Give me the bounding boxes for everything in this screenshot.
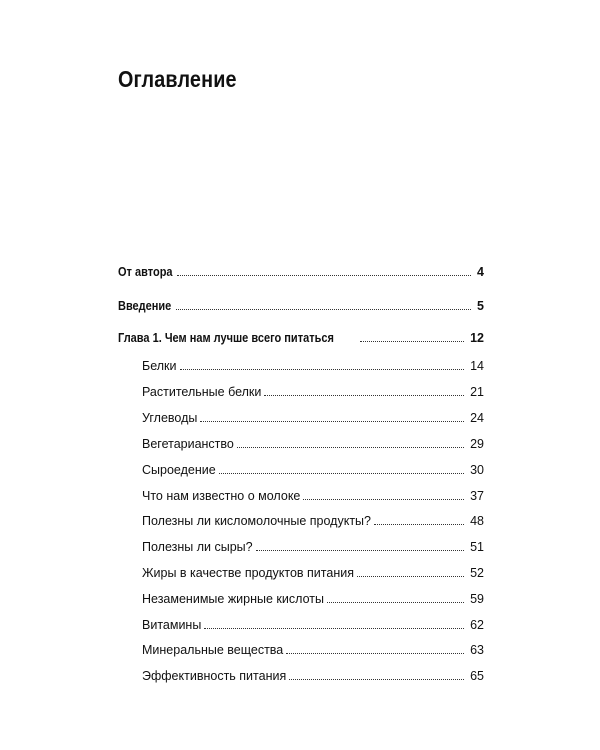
dot-leader [264, 394, 464, 396]
dot-leader [204, 627, 464, 629]
toc-entry [142, 513, 484, 529]
toc-entry-page: 4 [477, 265, 484, 279]
toc-entry [142, 565, 484, 581]
toc-entry [142, 462, 484, 478]
toc-entry-page: 21 [470, 385, 484, 399]
dot-leader [256, 549, 464, 551]
toc-entry-page: 52 [470, 566, 484, 580]
toc-entry-label: Витамины [142, 618, 202, 632]
toc-entry [142, 668, 484, 684]
toc-entry-label: Вегетарианство [142, 437, 234, 451]
toc-entry-label: Эффективность питания [142, 669, 287, 683]
toc-entry-label: Глава 1. Чем нам лучше всего питаться [118, 331, 334, 345]
toc-entry [118, 264, 484, 280]
toc-entry [142, 384, 484, 400]
toc-entry [142, 410, 484, 426]
toc-entry [118, 330, 484, 346]
toc-entry-page: 51 [470, 540, 484, 554]
toc-entry-label: От автора [118, 265, 173, 279]
toc-entry-page: 12 [470, 331, 484, 345]
toc-entry [142, 358, 484, 374]
toc-entry-label: Растительные белки [142, 385, 262, 399]
toc-entry-page: 30 [470, 463, 484, 477]
dot-leader [374, 523, 464, 525]
dot-leader [357, 575, 464, 577]
dot-leader [180, 368, 465, 370]
toc-entry [142, 488, 484, 504]
toc-entry-page: 59 [470, 592, 484, 606]
toc-entry [142, 591, 484, 607]
toc-entry-page: 5 [477, 299, 484, 313]
dot-leader [200, 420, 464, 422]
toc-entry [142, 539, 484, 555]
toc-entry-page: 48 [470, 514, 484, 528]
dot-leader [327, 601, 464, 603]
toc-entry-label: Введение [118, 299, 172, 313]
toc-entry-label: Жиры в качестве продуктов питания [142, 566, 354, 580]
toc-entry-label: Белки [142, 359, 177, 373]
toc-entry-label: Незаменимые жирные кислоты [142, 592, 324, 606]
toc-entry-page: 65 [470, 669, 484, 683]
toc-entry [142, 642, 484, 658]
dot-leader [176, 308, 471, 310]
toc-entry-page: 14 [470, 359, 484, 373]
dot-leader [303, 498, 464, 500]
toc-entry-label: Сыроедение [142, 463, 216, 477]
dot-leader [289, 678, 464, 680]
dot-leader [286, 652, 464, 654]
toc-entry-label: Минеральные вещества [142, 643, 284, 657]
dot-leader [177, 274, 471, 276]
toc-entry-page: 62 [470, 618, 484, 632]
toc-entry [118, 298, 484, 314]
toc-entry-page: 24 [470, 411, 484, 425]
dot-leader [237, 446, 464, 448]
toc-entry-page: 63 [470, 643, 484, 657]
toc-entry-page: 29 [470, 437, 484, 451]
toc-entry-label: Полезны ли сыры? [142, 540, 253, 554]
page-title: Оглавление [118, 66, 237, 92]
toc-entry-label: Углеводы [142, 411, 198, 425]
toc-entry-label: Полезны ли кисломолочные продукты? [142, 514, 371, 528]
toc-entry-label: Что нам известно о молоке [142, 489, 301, 503]
toc-entry-page: 37 [470, 489, 484, 503]
toc-entry [142, 617, 484, 633]
dot-leader [360, 340, 464, 342]
dot-leader [219, 472, 464, 474]
toc-entry [142, 436, 484, 452]
